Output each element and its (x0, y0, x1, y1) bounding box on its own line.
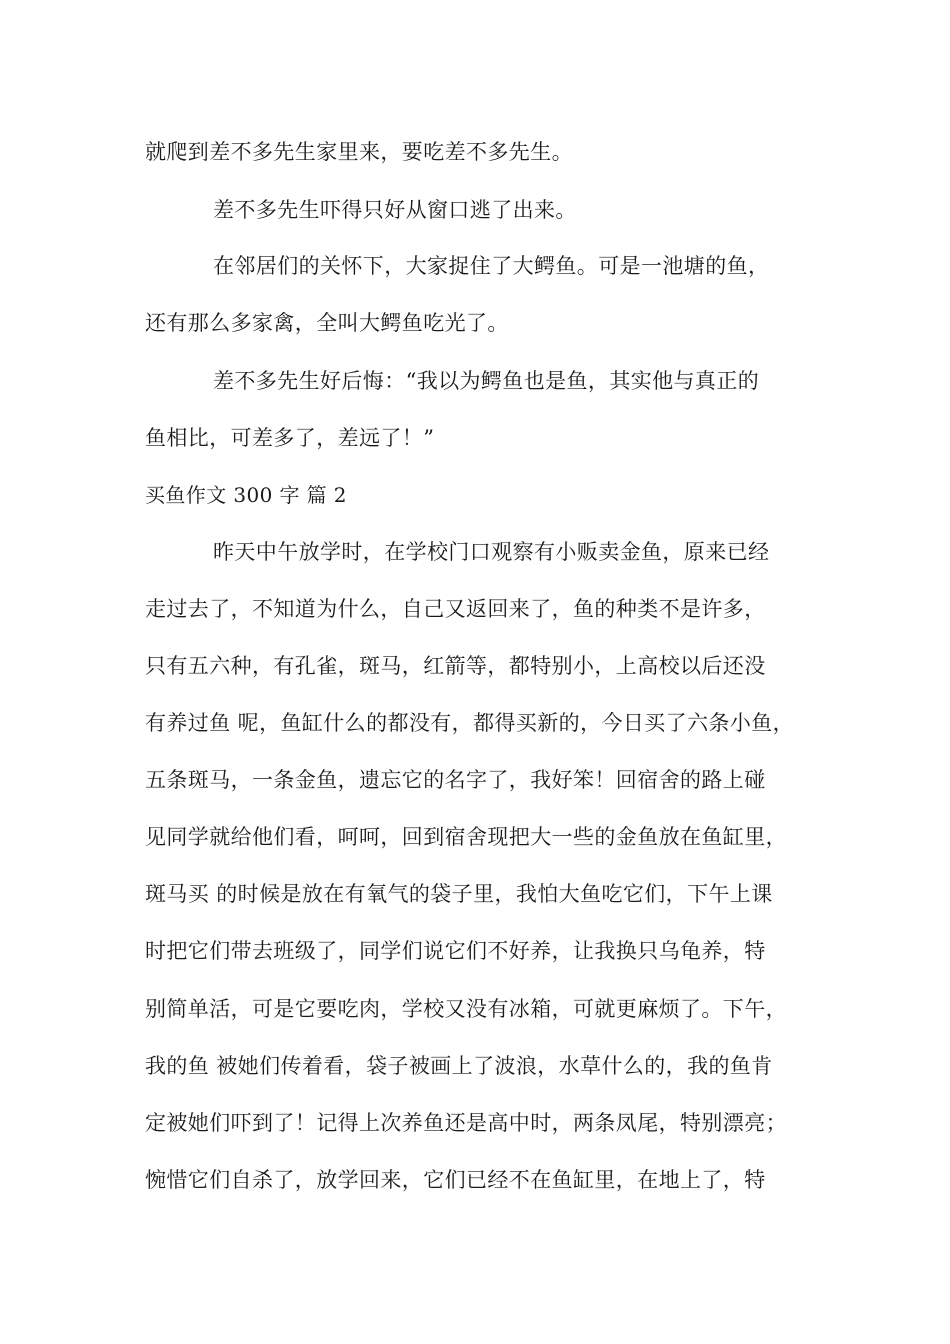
text-line: 斑马买 的时候是放在有氧气的袋子里，我怕大鱼吃它们，下午上课 (145, 882, 773, 906)
text-line: 见同学就给他们看，呵呵，回到宿舍现把大一些的金鱼放在鱼缸里， (145, 825, 787, 849)
text-line: 还有那么多家禽，全叫大鳄鱼吃光了。 (145, 311, 509, 335)
text-line: 在邻居们的关怀下，大家捉住了大鳄鱼。可是一池塘的鱼， (213, 254, 770, 278)
text-line: 走过去了，不知道为什么，自己又返回来了，鱼的种类不是许多， (145, 597, 766, 621)
text-line: 差不多先生好后悔：“我以为鳄鱼也是鱼，其实他与真正的 (213, 369, 760, 393)
text-line: 时把它们带去班级了，同学们说它们不好养，让我换只乌龟养，特 (145, 939, 766, 963)
text-line: 五条斑马，一条金鱼，遗忘它的名字了，我好笨！回宿舍的路上碰 (145, 768, 766, 792)
text-line: 差不多先生吓得只好从窗口逃了出来。 (213, 198, 577, 222)
text-line: 有养过鱼 呢，鱼缸什么的都没有，都得买新的，今日买了六条小鱼， (145, 711, 795, 735)
text-line: 只有五六种，有孔雀，斑马，红箭等，都特别小，上高校以后还没 (145, 654, 766, 678)
section-heading: 买鱼作文 300 字 篇 2 (145, 483, 347, 507)
text-line: 鱼相比，可差多了，差远了！” (145, 426, 435, 450)
text-line: 昨天中午放学时，在学校门口观察有小贩卖金鱼，原来已经 (213, 540, 770, 564)
text-line: 别简单活，可是它要吃肉，学校又没有冰箱，可就更麻烦了。下午， (145, 997, 787, 1021)
text-line: 定被她们吓到了！记得上次养鱼还是高中时，两条凤尾，特别漂亮； (145, 1111, 787, 1135)
text-line: 我的鱼 被她们传着看，袋子被画上了波浪，水草什么的，我的鱼肯 (145, 1054, 773, 1078)
text-line: 就爬到差不多先生家里来，要吃差不多先生。 (145, 140, 573, 164)
text-line: 惋惜它们自杀了，放学回来，它们已经不在鱼缸里，在地上了，特 (145, 1168, 766, 1192)
